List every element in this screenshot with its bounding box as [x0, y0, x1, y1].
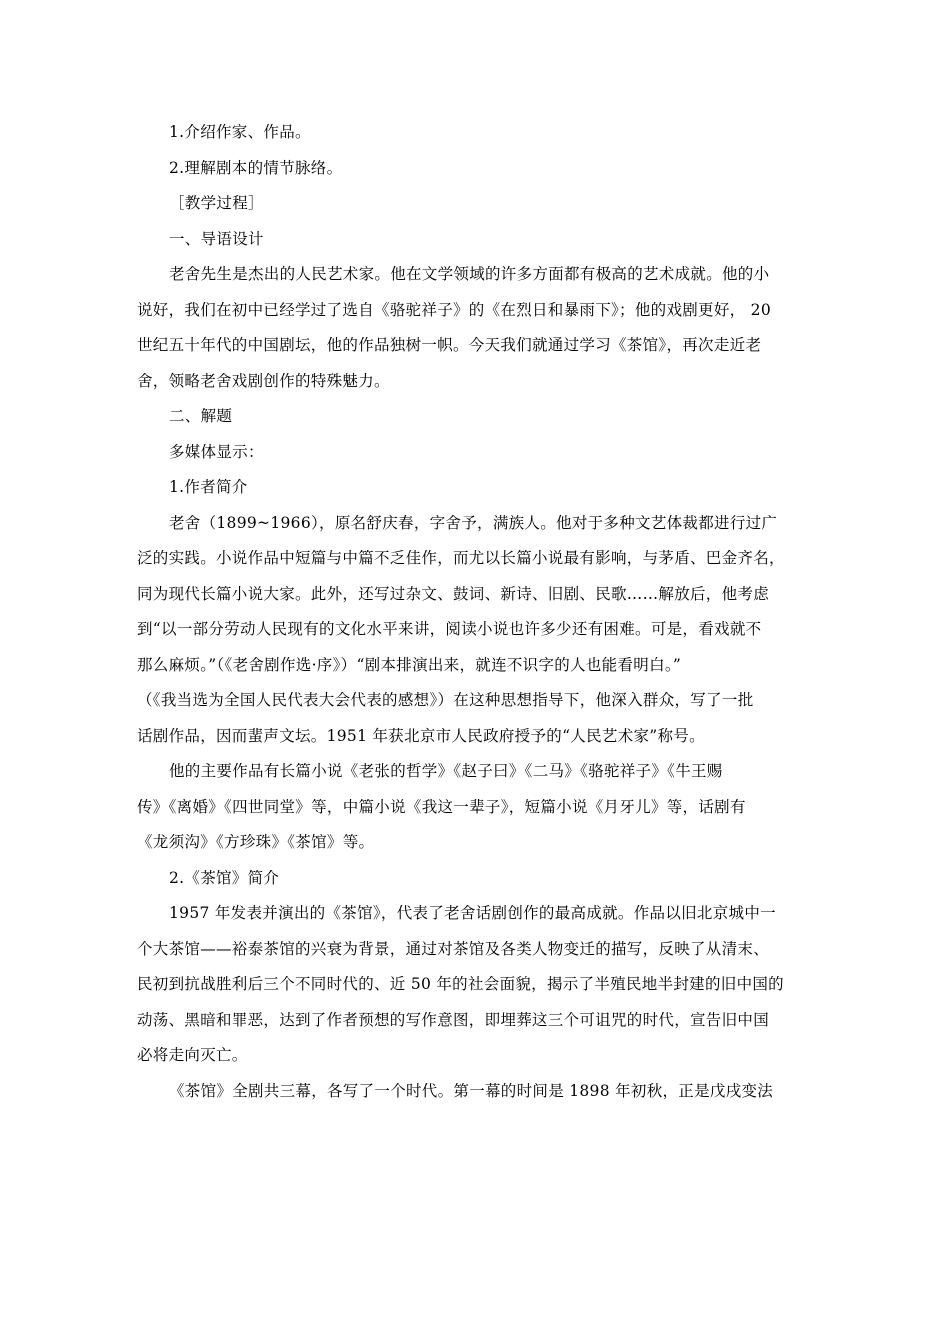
paragraph-line: 1957 年发表并演出的《茶馆》，代表了老舍话剧创作的最高成就。作品以旧北京城中一	[169, 904, 776, 922]
multimedia-label: 多媒体显示：	[169, 442, 264, 461]
paragraph-line: 动荡、黑暗和罪恶，达到了作者预想的写作意图，即埋葬这三个可诅咒的时代，宣告旧中国	[137, 1010, 770, 1029]
subheading-teahouse-intro: 2.《茶馆》简介	[169, 868, 280, 887]
paragraph-line: 《龙须沟》《方珍珠》《茶馆》等。	[137, 833, 375, 851]
paragraph-line: 个大茶馆——裕泰茶馆的兴衰为背景，通过对茶馆及各类人物变迁的描写，反映了从清末、	[137, 939, 770, 958]
paragraph-line: 老舍（1899~1966），原名舒庆春，字舍予，满族人。他对于多种文艺体裁都进行过广	[169, 513, 778, 532]
paragraph-line: 必将走向灭亡。	[137, 1046, 248, 1064]
section-heading-intro: 一、导语设计	[169, 229, 264, 248]
document-page	[137, 120, 827, 1114]
paragraph-line: 传》《离婚》《四世同堂》等，中篇小说《我这一辈子》，短篇小说《月牙儿》等，话剧有	[137, 797, 746, 816]
paragraph-line: 话剧作品，因而蜚声文坛。1951 年获北京市人民政府授予的“人民艺术家”称号。	[137, 726, 705, 745]
paragraph-line: 到“以一部分劳动人民现有的文化水平来讲，阅读小说也许多少还有困难。可是，看戏就不	[137, 620, 762, 638]
paragraph-line: （《我当选为全国人民代表大会代表的感想》）在这种思想指导下，他深入群众，写了一批	[137, 691, 754, 709]
paragraph-line: 他的主要作品有长篇小说《老张的哲学》《赵子曰》《二马》《骆驼祥子》《牛王赐	[169, 762, 723, 780]
objective-line-1: 1.介绍作家、作品。	[169, 123, 311, 141]
paragraph-line: 泛的实践。小说作品中短篇与中篇不乏佳作，而尤以长篇小说最有影响，与茅盾、巴金齐名，	[137, 549, 785, 567]
objective-line-2: 2.理解剧本的情节脉络。	[169, 158, 343, 177]
paragraph-line: 民初到抗战胜利后三个不同时代的、近 50 年的社会面貌，揭示了半殖民地半封建的旧中国的	[137, 975, 784, 993]
paragraph-line: 世纪五十年代的中国剧坛，他的作品独树一帜。今天我们就通过学习《茶馆》，再次走近老	[137, 336, 762, 354]
paragraph-line: 那么麻烦。”（《老舍剧作选·序》）“剧本排演出来，就连不识字的人也能看明白。”	[137, 655, 682, 674]
subheading-author-intro: 1.作者简介	[169, 478, 248, 496]
paragraph-line: 舍，领略老舍戏剧创作的特殊魅力。	[137, 371, 390, 390]
section-heading-teaching-process: ［教学过程］	[169, 194, 264, 212]
paragraph-line: 同为现代长篇小说大家。此外，还写过杂文、鼓词、新诗、旧剧、民歌……解放后，他考虑	[137, 584, 770, 603]
paragraph-line: 说好，我们在初中已经学过了选自《骆驼祥子》的《在烈日和暴雨下》；他的戏剧更好， 20	[137, 300, 772, 319]
paragraph-line: 《茶馆》全剧共三幕，各写了一个时代。第一幕的时间是 1898 年初秋，正是戊戌变法	[169, 1081, 774, 1100]
section-heading-topic: 二、解题	[169, 407, 233, 425]
paragraph-line: 老舍先生是杰出的人民艺术家。他在文学领域的许多方面都有极高的艺术成就。他的小	[169, 265, 770, 283]
